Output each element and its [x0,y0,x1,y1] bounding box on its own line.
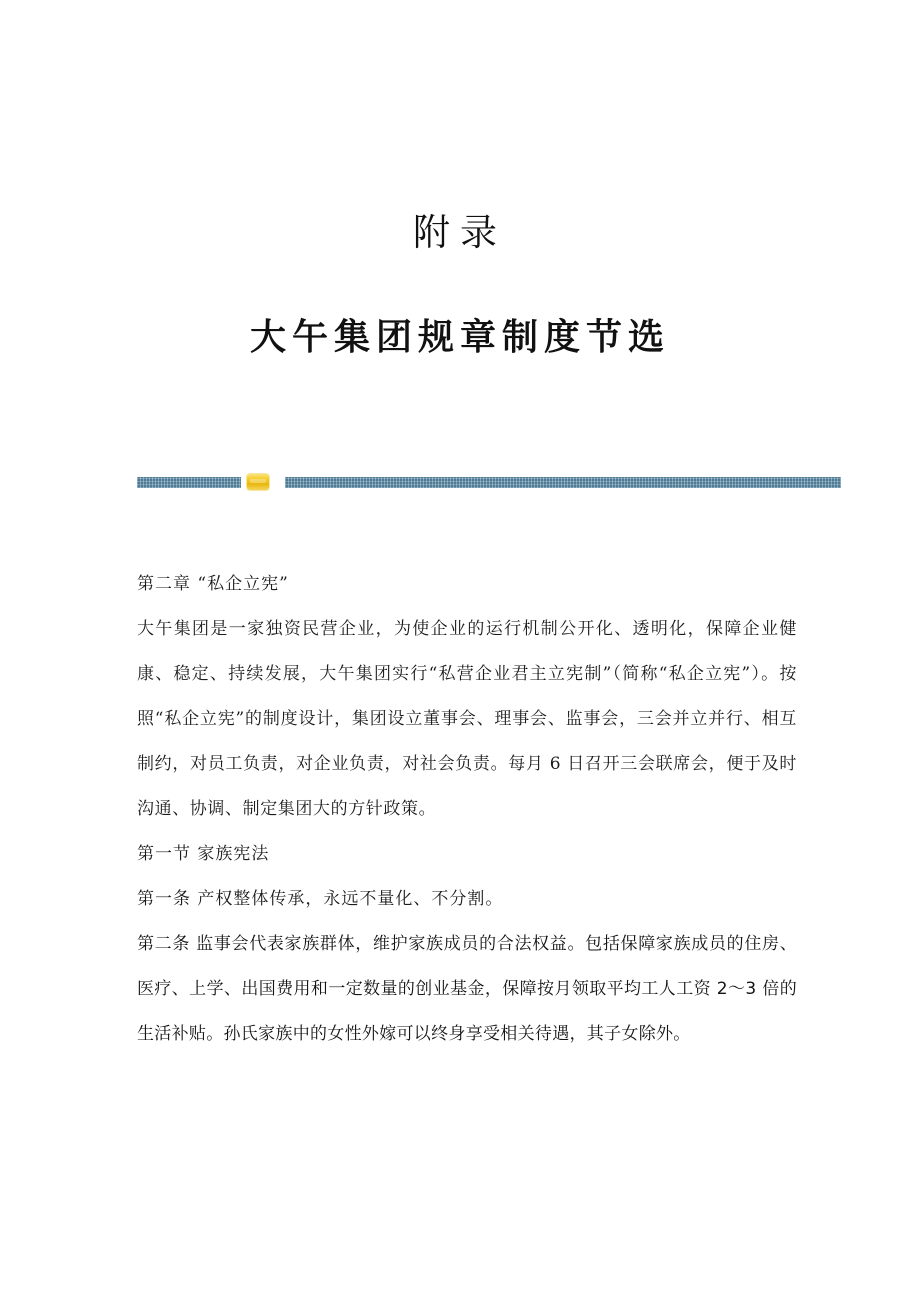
document-body [137,562,797,1057]
article-two: 第二条 监事会代表家族群体，维护家族成员的合法权益。包括保障家族成员的住房、医疗、上学、出国费用和一定数量的创业基金，保障按月领取平均工人工资 2～3 倍的生活补贴。孙氏家族中的女性外嫁可以终身享受相关待遇，其子女除外。 [137,934,797,1044]
article-one: 第一条 产权整体传承，永远不量化、不分割。 [137,889,504,909]
section-heading: 第一节 家族宪法 [137,844,270,864]
divider-bar-right [285,477,841,488]
decorative-divider [137,473,841,491]
chapter-heading: 第二章 “私企立宪” [137,574,289,594]
page-title: 附录 [413,211,507,254]
divider-gem-ornament-icon [247,474,269,490]
page-subtitle: 大午集团规章制度节选 [249,316,670,358]
chapter-body-paragraph: 大午集团是一家独资民营企业，为使企业的运行机制公开化、透明化，保障企业健康、稳定、持续发展，大午集团实行“私营企业君主立宪制”（简称“私企立宪”）。按照“私企立宪”的制度设计，集团设立董事会、理事会、监事会，三会并立并行、相互制约，对员工负责，对企业负责，对社会负责。每月 6 日召开三会联席会，便于及时沟通、协调、制定集团大的方针政策。 [137,619,797,819]
divider-bar-left [137,477,241,488]
